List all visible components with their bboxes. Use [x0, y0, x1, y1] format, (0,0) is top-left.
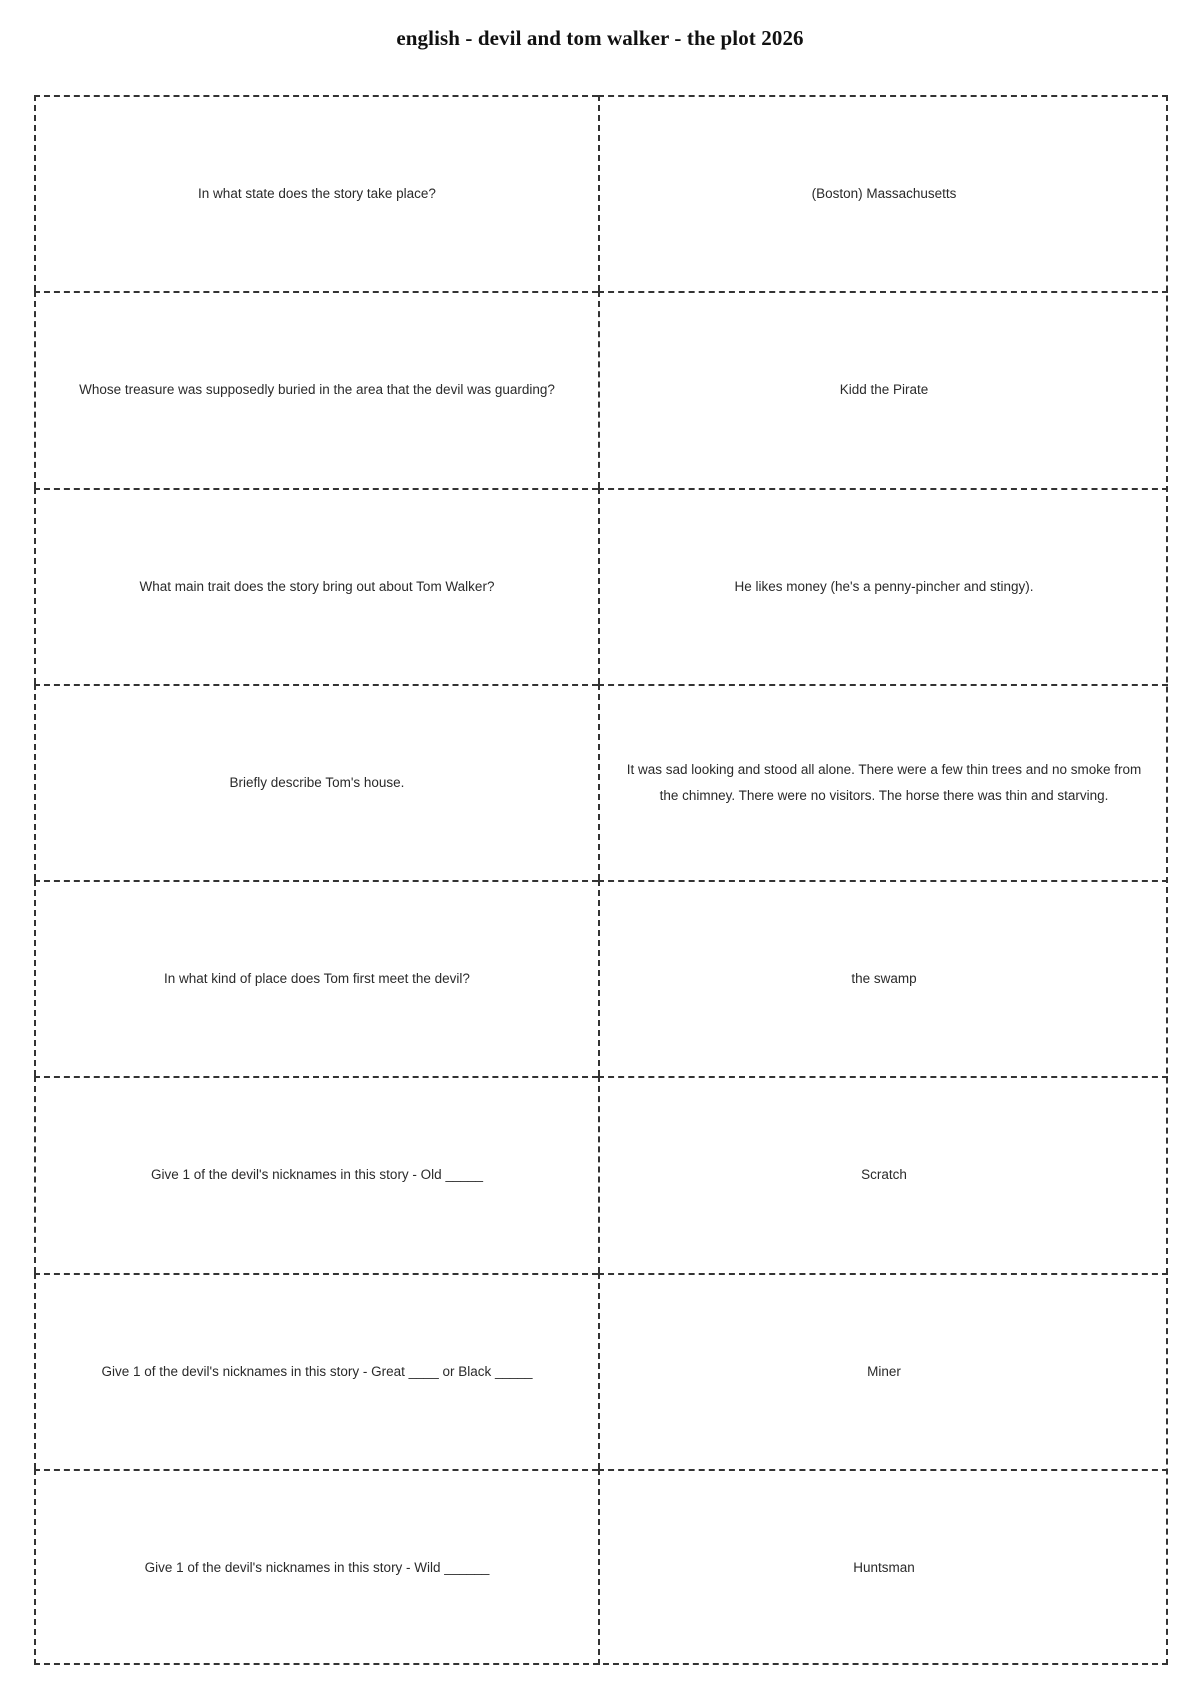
- question-card-3: What main trait does the story bring out about Tom Walker?: [34, 488, 598, 684]
- question-card-8: Give 1 of the devil's nicknames in this story - Wild ______: [34, 1469, 598, 1665]
- question-card-1: In what state does the story take place?: [34, 95, 598, 291]
- answer-card-1: (Boston) Massachusetts: [598, 95, 1168, 291]
- answer-card-8: Huntsman: [598, 1469, 1168, 1665]
- answer-card-6: Scratch: [598, 1076, 1168, 1272]
- question-card-5: In what kind of place does Tom first meet the devil?: [34, 880, 598, 1076]
- answer-card-5: the swamp: [598, 880, 1168, 1076]
- answer-card-3: He likes money (he's a penny-pincher and stingy).: [598, 488, 1168, 684]
- answer-card-4: It was sad looking and stood all alone. There were a few thin trees and no smoke from the chimney. There were no visitors. The horse there was thin and starving.: [598, 684, 1168, 880]
- question-card-6: Give 1 of the devil's nicknames in this story - Old _____: [34, 1076, 598, 1272]
- answer-card-7: Miner: [598, 1273, 1168, 1469]
- question-card-7: Give 1 of the devil's nicknames in this story - Great ____ or Black _____: [34, 1273, 598, 1469]
- answer-card-2: Kidd the Pirate: [598, 291, 1168, 487]
- flashcard-grid: [34, 95, 1168, 1665]
- question-card-4: Briefly describe Tom's house.: [34, 684, 598, 880]
- question-card-2: Whose treasure was supposedly buried in the area that the devil was guarding?: [34, 291, 598, 487]
- page-title: english - devil and tom walker - the plot 2026: [396, 26, 804, 50]
